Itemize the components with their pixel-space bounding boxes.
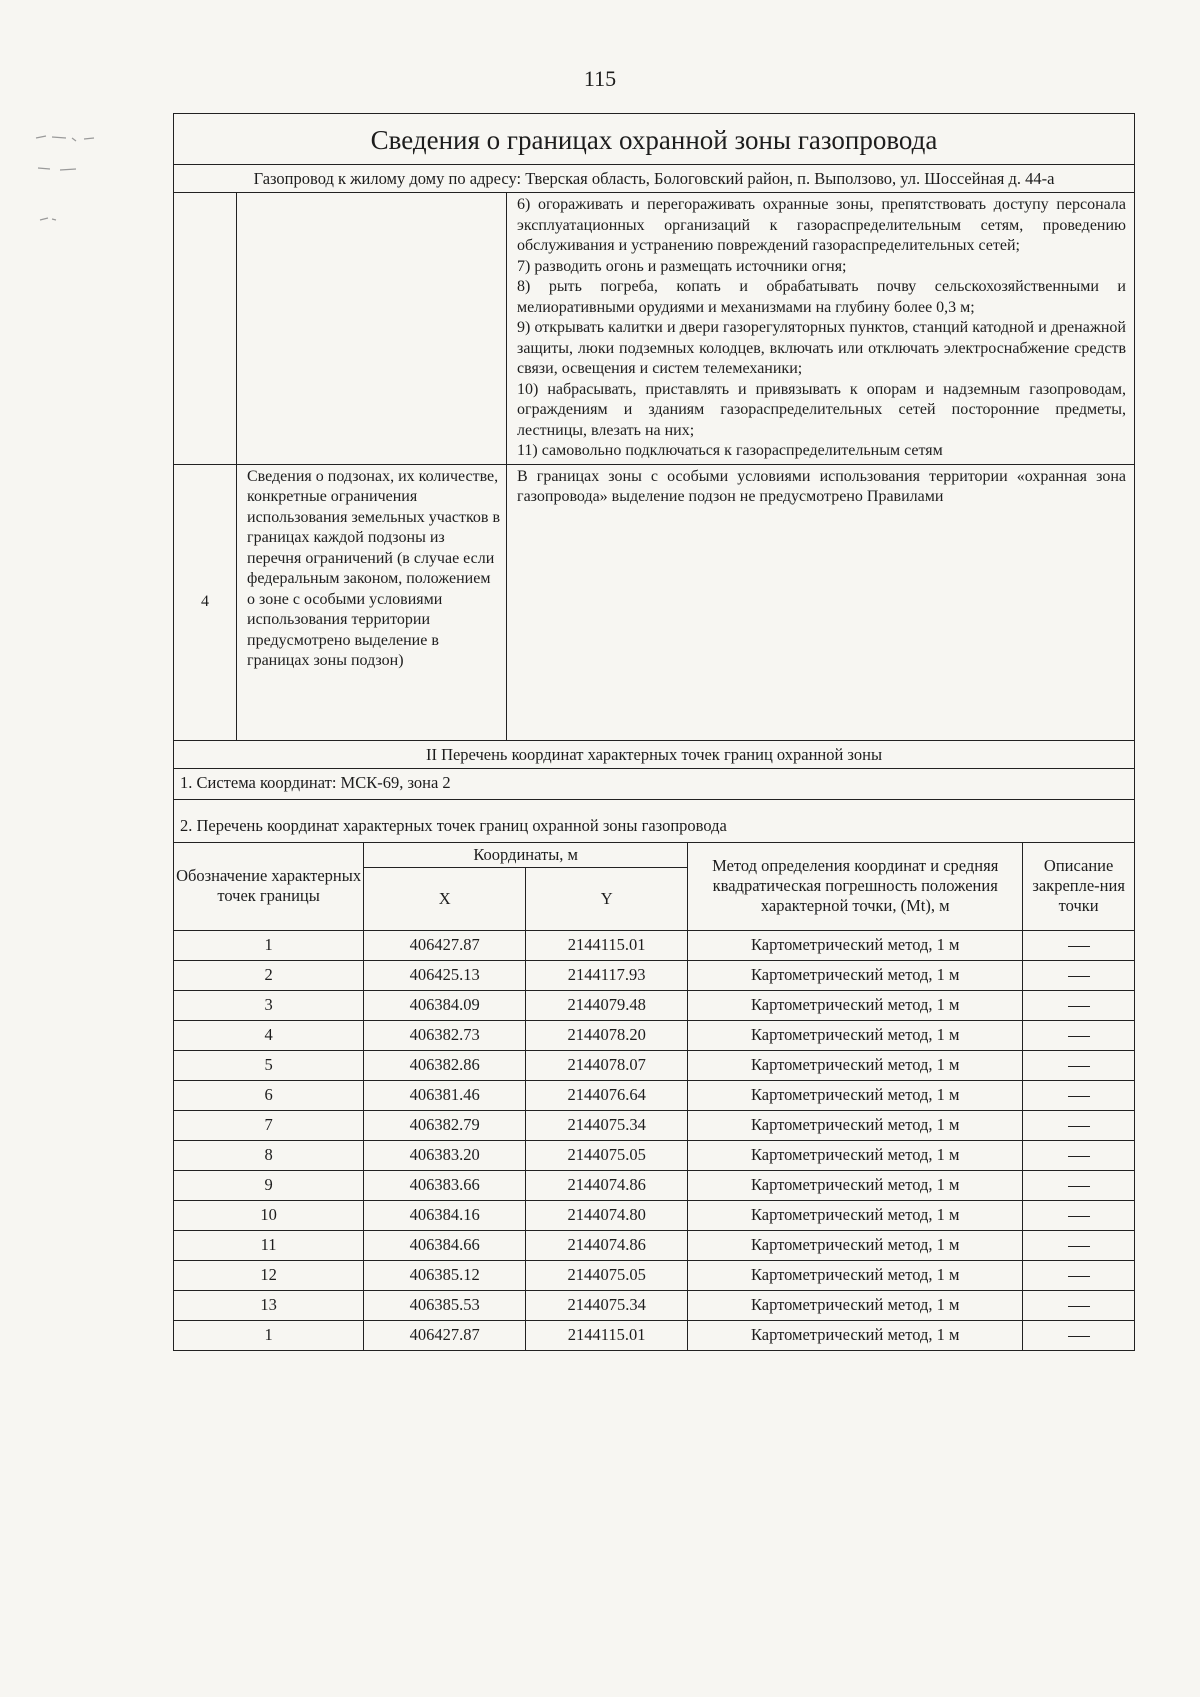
- coord-y: 2144076.64: [526, 1080, 688, 1110]
- table-row: [174, 1020, 1134, 1050]
- point-description: [1023, 1110, 1134, 1140]
- coord-method: Картометрический метод, 1 м: [688, 1050, 1023, 1080]
- coord-method: Картометрический метод, 1 м: [688, 1140, 1023, 1170]
- coord-y: 2144078.20: [526, 1020, 688, 1050]
- text-line: 6) огораживать и перегораживать охранные зоны, препятствовать доступу персонала эксплуатационных организаций к газораспределительным сетям, проведению обслуживания и устранению повреждений газораспределительных сетей;: [517, 196, 1126, 254]
- table-row: [174, 1170, 1134, 1200]
- point-designation: 5: [174, 1050, 364, 1080]
- row-number: [174, 193, 237, 464]
- coord-x: 406382.73: [364, 1020, 526, 1050]
- table-row: [174, 1050, 1134, 1080]
- table-row: [174, 1110, 1134, 1140]
- row-text: [507, 464, 1135, 740]
- text-line: 10) набрасывать, приставлять и привязывать к опорам и надземным газопроводам, ограждениям и зданиям газораспределительных сетей посторонние предметы, лестницы, влезать на них;: [517, 380, 1126, 439]
- dash-mark: [1068, 1036, 1090, 1037]
- coord-method: Картометрический метод, 1 м: [688, 1110, 1023, 1140]
- scan-margin-marks: [30, 128, 110, 224]
- point-designation: 13: [174, 1290, 364, 1320]
- coord-x: 406384.09: [364, 990, 526, 1020]
- table-row: [174, 1230, 1134, 1260]
- coord-y: 2144074.80: [526, 1200, 688, 1230]
- restrictions-table: [174, 193, 1134, 741]
- coord-y: 2144115.01: [526, 930, 688, 960]
- table-row: [174, 960, 1134, 990]
- table-row: [174, 1290, 1134, 1320]
- dash-mark: [1068, 1156, 1090, 1157]
- coord-method: Картометрический метод, 1 м: [688, 1230, 1023, 1260]
- coord-x: 406427.87: [364, 930, 526, 960]
- text-line: 8) рыть погреба, копать и обрабатывать почву сельскохозяйственными и мелиоративными орудиями и механизмами на глубину более 0,3 м;: [517, 278, 1126, 316]
- point-designation: 10: [174, 1200, 364, 1230]
- dash-mark: [1068, 1186, 1090, 1187]
- point-description: [1023, 1230, 1134, 1260]
- coord-x: 406384.66: [364, 1230, 526, 1260]
- coord-method: Картометрический метод, 1 м: [688, 1290, 1023, 1320]
- point-designation: 6: [174, 1080, 364, 1110]
- coord-y: 2144075.34: [526, 1110, 688, 1140]
- header-designation: Обозначение характерных точек границы: [174, 842, 364, 930]
- point-description: [1023, 1170, 1134, 1200]
- table-row: [174, 930, 1134, 960]
- row-label: [237, 193, 507, 464]
- document-subtitle: Газопровод к жилому дому по адресу: Тверская область, Бологовский район, п. Выползово, ул. Шоссейная д. 44-а: [174, 165, 1134, 193]
- coord-method: Картометрический метод, 1 м: [688, 1260, 1023, 1290]
- dash-mark: [1068, 1066, 1090, 1067]
- dash-mark: [1068, 976, 1090, 977]
- point-designation: 3: [174, 990, 364, 1020]
- dash-mark: [1068, 1276, 1090, 1277]
- text-line: 7) разводить огонь и размещать источники огня;: [517, 257, 847, 275]
- point-description: [1023, 1020, 1134, 1050]
- coord-y: 2144079.48: [526, 990, 688, 1020]
- coord-x: 406427.87: [364, 1320, 526, 1350]
- coord-x: 406382.79: [364, 1110, 526, 1140]
- table-row: [174, 1260, 1134, 1290]
- header-description: Описание закрепле-ния точки: [1023, 842, 1134, 930]
- header-method-text: Метод определения координат и средняя квадратическая погрешность положения характерной точки, (Mt), м: [712, 856, 999, 915]
- coord-x: 406381.46: [364, 1080, 526, 1110]
- restriction-row: [174, 464, 1134, 740]
- point-designation: 7: [174, 1110, 364, 1140]
- coord-method: Картометрический метод, 1 м: [688, 1200, 1023, 1230]
- dash-mark: [1068, 1126, 1090, 1127]
- point-designation: 1: [174, 930, 364, 960]
- header-x: X: [364, 867, 526, 930]
- section-title: II Перечень координат характерных точек границ охранной зоны: [174, 741, 1134, 769]
- coord-method: Картометрический метод, 1 м: [688, 990, 1023, 1020]
- coord-y: 2144074.86: [526, 1170, 688, 1200]
- dash-mark: [1068, 1006, 1090, 1007]
- coord-y: 2144075.05: [526, 1140, 688, 1170]
- row-label: Сведения о подзонах, их количестве, конкретные ограничения использования земельных участков в границах каждой подзоны из перечня ограничений (в случае если федеральным законом, положением о зоне с особыми условиями использования территории предусмотрено выделение в границах зоны подзон): [237, 464, 507, 740]
- coord-x: 406383.66: [364, 1170, 526, 1200]
- point-description: [1023, 1320, 1134, 1350]
- point-description: [1023, 930, 1134, 960]
- text-line: В границах зоны с особыми условиями использования территории «охранная зона газопровода» выделение подзон не предусмотрено Правилами: [517, 467, 1126, 505]
- point-description: [1023, 1290, 1134, 1320]
- coord-y: 2144074.86: [526, 1230, 688, 1260]
- coordinate-system: 1. Система координат: МСК-69, зона 2: [174, 769, 1134, 800]
- coord-y: 2144075.05: [526, 1260, 688, 1290]
- document-sheet: [173, 113, 1135, 1351]
- point-description: [1023, 1200, 1134, 1230]
- point-designation: 11: [174, 1230, 364, 1260]
- header-coordinates: Координаты, м: [364, 842, 688, 867]
- coord-method: Картометрический метод, 1 м: [688, 1080, 1023, 1110]
- point-designation: 8: [174, 1140, 364, 1170]
- coord-y: 2144115.01: [526, 1320, 688, 1350]
- coord-y: 2144075.34: [526, 1290, 688, 1320]
- coord-x: 406385.53: [364, 1290, 526, 1320]
- text-line: 11) самовольно подключаться к газораспределительным сетям: [517, 442, 943, 459]
- point-designation: 1: [174, 1320, 364, 1350]
- point-description: [1023, 1260, 1134, 1290]
- point-designation: 4: [174, 1020, 364, 1050]
- coord-method: Картометрический метод, 1 м: [688, 1170, 1023, 1200]
- document-title: Сведения о границах охранной зоны газопровода: [174, 114, 1134, 165]
- dash-mark: [1068, 1306, 1090, 1307]
- points-list-title: 2. Перечень координат характерных точек границ охранной зоны газопровода: [180, 815, 727, 835]
- row-number: 4: [174, 464, 237, 740]
- point-description: [1023, 990, 1134, 1020]
- dash-mark: [1068, 1336, 1090, 1337]
- coord-y: 2144078.07: [526, 1050, 688, 1080]
- coord-method: Картометрический метод, 1 м: [688, 930, 1023, 960]
- point-description: [1023, 960, 1134, 990]
- dash-mark: [1068, 946, 1090, 947]
- table-row: [174, 1080, 1134, 1110]
- point-designation: 2: [174, 960, 364, 990]
- table-row: [174, 1200, 1134, 1230]
- dash-mark: [1068, 1096, 1090, 1097]
- dash-mark: [1068, 1216, 1090, 1217]
- table-row: [174, 1140, 1134, 1170]
- point-description: [1023, 1050, 1134, 1080]
- dash-mark: [1068, 1246, 1090, 1247]
- coord-x: 406384.16: [364, 1200, 526, 1230]
- coord-method: Картометрический метод, 1 м: [688, 1020, 1023, 1050]
- coord-y: 2144117.93: [526, 960, 688, 990]
- header-method: [688, 842, 1023, 930]
- point-designation: 12: [174, 1260, 364, 1290]
- point-designation: 9: [174, 1170, 364, 1200]
- header-y: Y: [526, 867, 688, 930]
- coordinates-table: [174, 842, 1134, 1350]
- coord-x: 406382.86: [364, 1050, 526, 1080]
- coord-x: 406385.12: [364, 1260, 526, 1290]
- coord-method: Картометрический метод, 1 м: [688, 1320, 1023, 1350]
- point-description: [1023, 1140, 1134, 1170]
- text-line: 9) открывать калитки и двери газорегуляторных пунктов, станций катодной и дренажной защиты, люки подземных колодцев, включать или отключать электроснабжение средств связи, освещения и систем телемеханики;: [517, 319, 1126, 377]
- coord-method: Картометрический метод, 1 м: [688, 960, 1023, 990]
- table-row: [174, 990, 1134, 1020]
- row-text: [507, 193, 1135, 464]
- restriction-row: [174, 193, 1134, 464]
- point-description: [1023, 1080, 1134, 1110]
- coord-x: 406425.13: [364, 960, 526, 990]
- table-row: [174, 1320, 1134, 1350]
- coord-x: 406383.20: [364, 1140, 526, 1170]
- page-number: 115: [583, 66, 617, 91]
